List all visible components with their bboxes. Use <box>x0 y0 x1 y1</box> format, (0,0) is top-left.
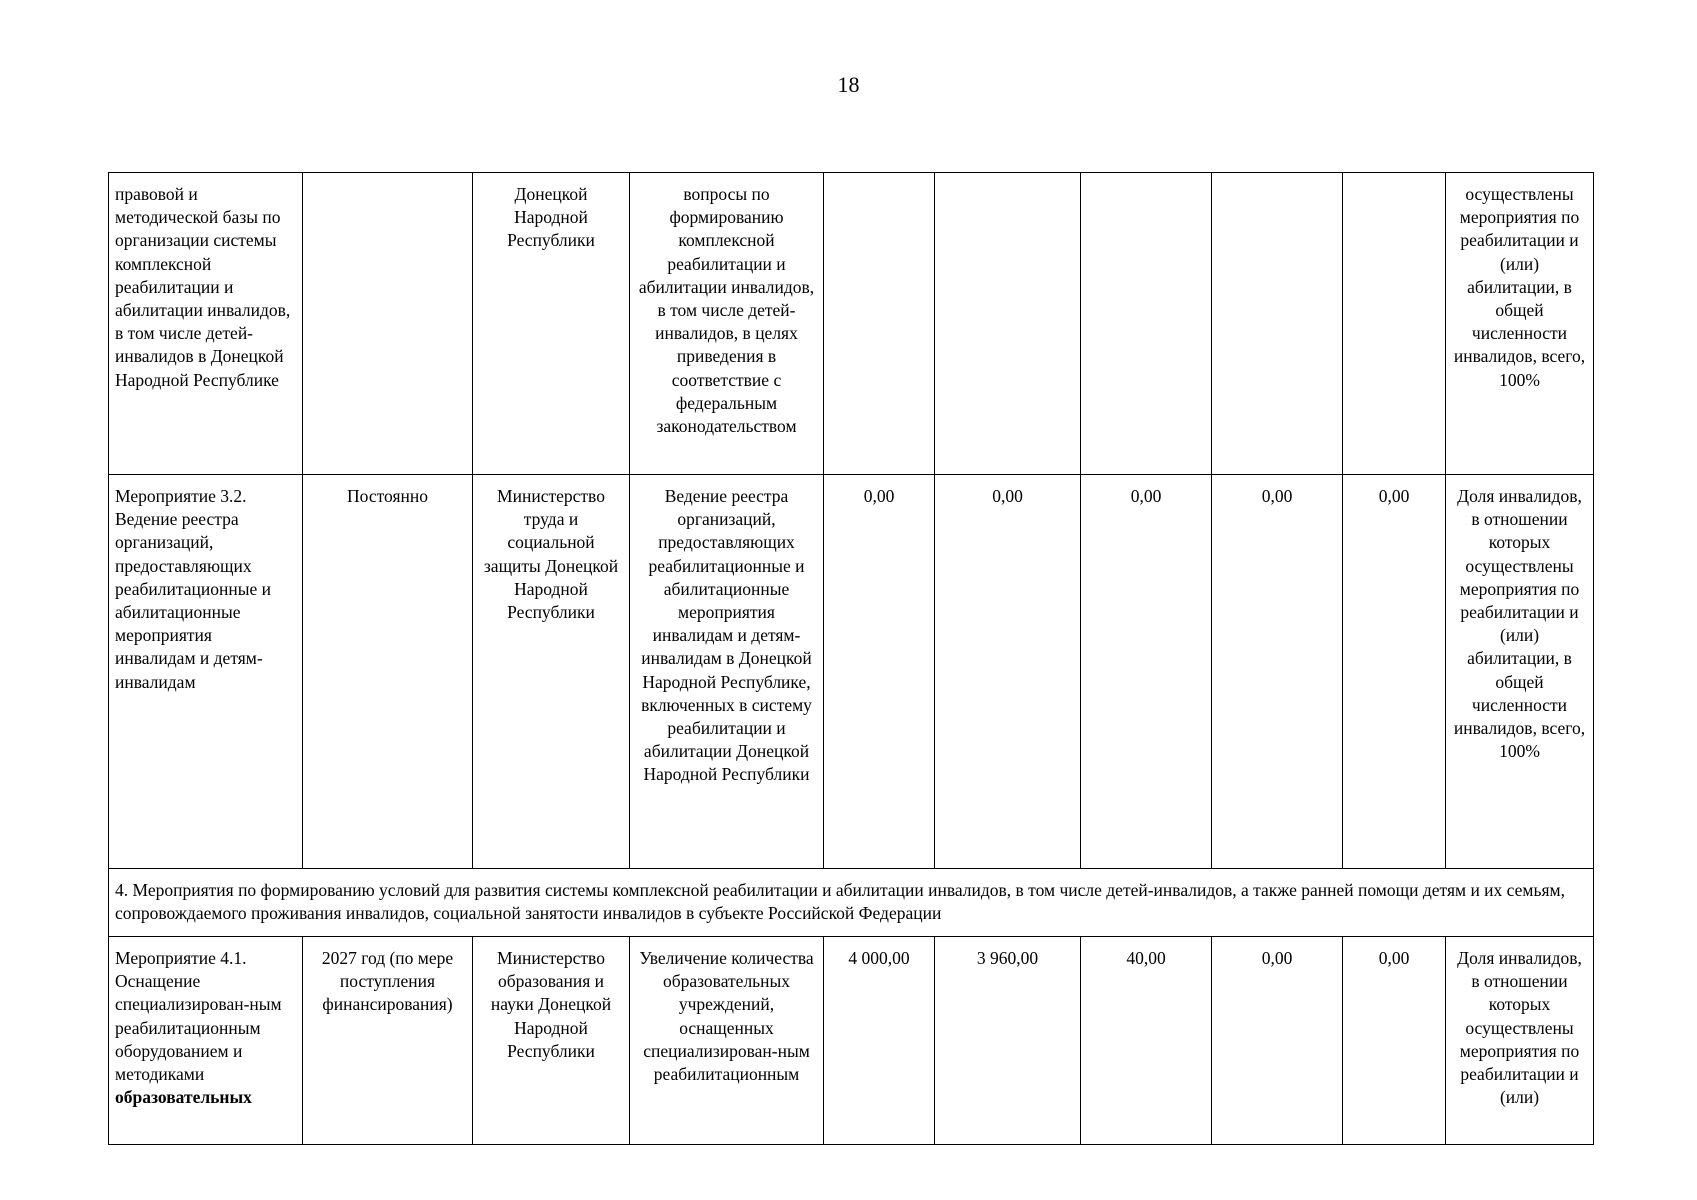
table-row <box>109 937 1594 1145</box>
program-activities-table <box>108 172 1594 1145</box>
activity-name-text: Мероприятие 4.1. Оснащение специализирован-ным реабилитационным оборудованием и методиками <box>115 948 282 1085</box>
table-row <box>109 173 1594 475</box>
funding-total-cell <box>824 173 935 475</box>
activity-name-bold-text: образовательных <box>115 1087 252 1108</box>
funding-federal-cell: 3 960,00 <box>935 937 1081 1145</box>
funding-regional-cell <box>1081 173 1212 475</box>
funding-local-cell <box>1212 173 1343 475</box>
indicator-cell: Доля инвалидов, в отношении которых осуществлены мероприятия по реабилитации и (или) абилитации, в общей численности инвалидов, всего, 100% <box>1446 475 1594 869</box>
activity-name-cell: правовой и методической базы по организации системы комплексной реабилитации и абилитации инвалидов, в том числе детей-инвалидов в Донецкой Народной Республике <box>109 173 303 475</box>
deadline-cell: 2027 год (по мере поступления финансирования) <box>303 937 473 1145</box>
funding-local-cell: 0,00 <box>1212 937 1343 1145</box>
funding-local-cell: 0,00 <box>1212 475 1343 869</box>
indicator-cell: осуществлены мероприятия по реабилитации и (или) абилитации, в общей численности инвалидов, всего, 100% <box>1446 173 1594 475</box>
funding-total-cell: 4 000,00 <box>824 937 935 1145</box>
funding-total-cell: 0,00 <box>824 475 935 869</box>
deadline-cell: Постоянно <box>303 475 473 869</box>
table-row <box>109 475 1594 869</box>
indicator-cell: Доля инвалидов, в отношении которых осуществлены мероприятия по реабилитации и (или) <box>1446 937 1594 1145</box>
funding-other-cell <box>1343 173 1446 475</box>
funding-federal-cell: 0,00 <box>935 475 1081 869</box>
expected-result-cell: Увеличение количества образовательных учреждений, оснащенных специализирован-ным реабилитационным <box>630 937 824 1145</box>
funding-regional-cell: 40,00 <box>1081 937 1212 1145</box>
responsible-cell: Министерство труда и социальной защиты Донецкой Народной Республики <box>473 475 630 869</box>
deadline-cell <box>303 173 473 475</box>
activity-name-cell <box>109 937 303 1145</box>
section-header-row <box>109 869 1594 937</box>
funding-other-cell: 0,00 <box>1343 475 1446 869</box>
section-4-title: 4. Мероприятия по формированию условий для развития системы комплексной реабилитации и абилитации инвалидов, в том числе детей-инвалидов, а также ранней помощи детям и их семьям, сопровождаемого проживания инвалидов, социальной занятости инвалидов в субъекте Российской Федерации <box>109 869 1594 937</box>
expected-result-cell: Ведение реестра организаций, предоставляющих реабилитационные и абилитационные мероприятия инвалидам и детям-инвалидам в Донецкой Народной Республике, включенных в систему реабилитации и абилитации Донецкой Народной Республики <box>630 475 824 869</box>
page-number: 18 <box>837 72 860 97</box>
expected-result-cell: вопросы по формированию комплексной реабилитации и абилитации инвалидов, в том числе детей-инвалидов, в целях приведения в соответствие с федеральным законодательством <box>630 173 824 475</box>
funding-federal-cell <box>935 173 1081 475</box>
funding-other-cell: 0,00 <box>1343 937 1446 1145</box>
funding-regional-cell: 0,00 <box>1081 475 1212 869</box>
responsible-cell: Министерство образования и науки Донецкой Народной Республики <box>473 937 630 1145</box>
responsible-cell: Донецкой Народной Республики <box>473 173 630 475</box>
activity-name-cell: Мероприятие 3.2. Ведение реестра организаций, предоставляющих реабилитационные и абилитационные мероприятия инвалидам и детям-инвалидам <box>109 475 303 869</box>
